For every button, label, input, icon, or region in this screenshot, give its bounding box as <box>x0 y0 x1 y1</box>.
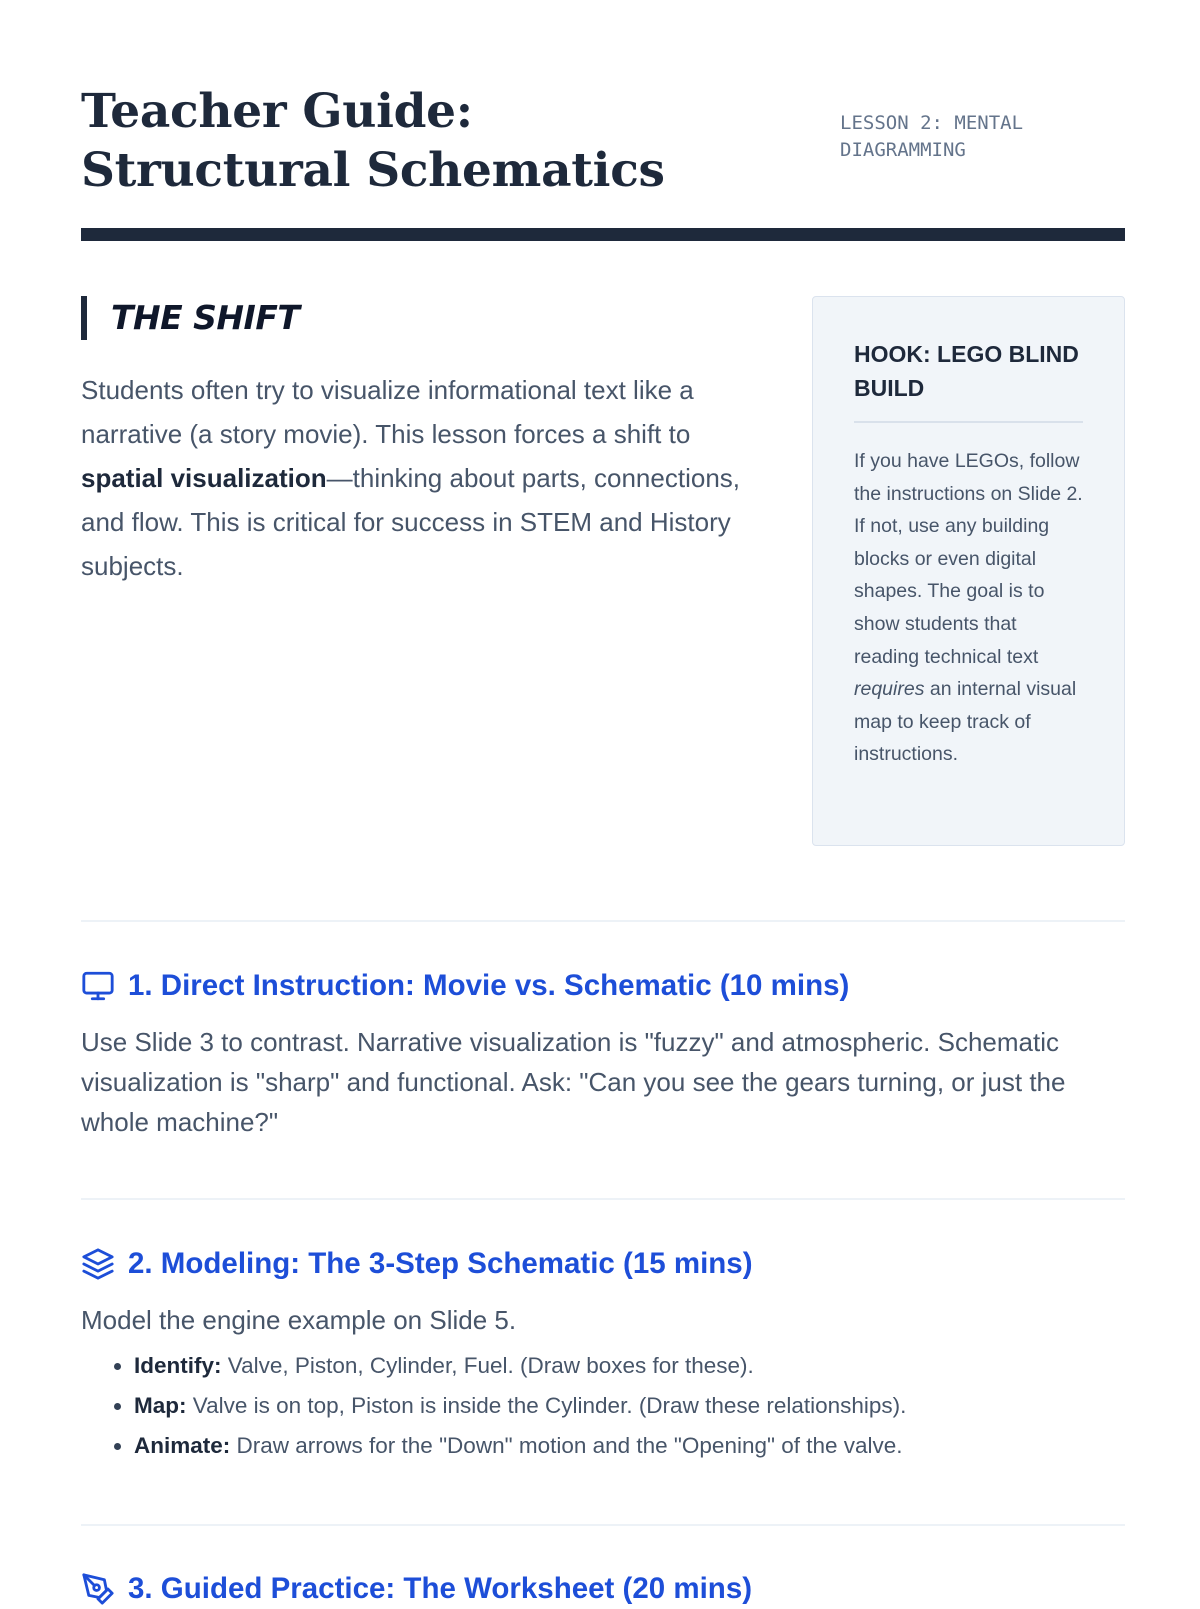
section-divider <box>81 920 1125 922</box>
hook-body-emphasis: requires <box>854 678 925 701</box>
list-item-text: Valve is on top, Piston is inside the Cylinder. (Draw these relationships). <box>186 1393 907 1418</box>
shift-body-text-1: Students often try to visualize informational text like a narrative (a story movie). This lesson forces a shift to <box>81 375 694 449</box>
lesson-tag: LESSON 2: MENTAL DIAGRAMMING <box>840 112 1024 161</box>
step-intro: Model the engine example on Slide 5. <box>81 1305 517 1335</box>
section-divider <box>81 1198 1125 1200</box>
section-divider <box>81 1524 1125 1526</box>
step-direct-instruction <box>81 966 1125 1142</box>
list-item-text: Draw arrows for the "Down" motion and the "Opening" of the valve. <box>230 1433 903 1458</box>
list-item-label: Identify: <box>134 1353 222 1378</box>
hook-callout <box>812 296 1125 846</box>
header-rule <box>81 228 1125 241</box>
list-item <box>134 1346 1125 1386</box>
hook-body-text-1: If you have LEGOs, follow the instructions on Slide 2. If not, use any building blocks or even digital shapes. The goal is to show students that reading technical text <box>854 450 1083 668</box>
shift-heading: THE SHIFT <box>81 296 761 340</box>
step-guided-practice <box>81 1569 1125 1609</box>
step-heading-text: 2. Modeling: The 3-Step Schematic (15 mins) <box>128 1247 753 1280</box>
monitor-icon <box>81 969 115 1003</box>
list-item <box>134 1426 1125 1466</box>
step-heading <box>81 1244 1125 1284</box>
shift-section <box>81 296 761 588</box>
hook-body-text-2: an internal visual map to keep track of instructions. <box>854 678 1077 766</box>
page-title: Teacher Guide: Structural Schematics <box>81 84 665 198</box>
step-heading-text: 3. Guided Practice: The Worksheet (20 mins) <box>128 1572 753 1605</box>
step-modeling <box>81 1244 1125 1466</box>
shift-body-emphasis: spatial visualization <box>81 463 327 493</box>
step-heading <box>81 1569 1125 1609</box>
step-heading <box>81 966 1125 1006</box>
page-header <box>81 82 1125 200</box>
list-item-label: Animate: <box>134 1433 231 1458</box>
step-heading-text: 1. Direct Instruction: Movie vs. Schematic (10 mins) <box>128 969 850 1002</box>
shift-body <box>81 368 761 588</box>
list-item-text: Valve, Piston, Cylinder, Fuel. (Draw boxes for these). <box>221 1353 754 1378</box>
step-body: Use Slide 3 to contrast. Narrative visualization is "fuzzy" and atmospheric. Schematic visualization is "sharp" and functional. Ask: "Can you see the gears turning, or just the whole machine?" <box>81 1027 1066 1137</box>
hook-title: HOOK: LEGO BLIND BUILD <box>854 337 1083 423</box>
modeling-steps-list <box>81 1346 1125 1466</box>
layers-icon <box>81 1247 115 1281</box>
list-item-label: Map: <box>134 1393 187 1418</box>
list-item <box>134 1386 1125 1426</box>
hook-body <box>854 445 1083 771</box>
pen-tool-icon <box>81 1572 115 1606</box>
shift-body-text-2: —thinking about parts, connections, and flow. This is critical for success in STEM and History subjects. <box>81 463 740 581</box>
